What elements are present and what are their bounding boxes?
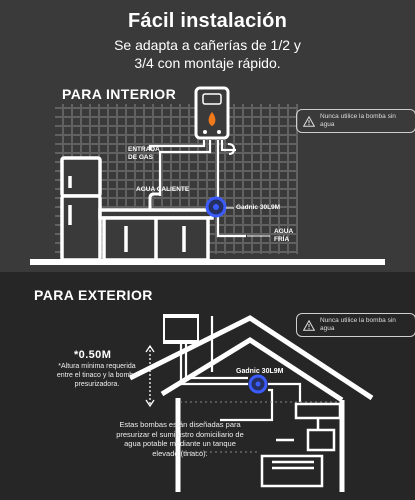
- exterior-warning-text: Nunca utilice la bomba sin agua: [320, 317, 396, 332]
- cold-water-label: AGUA FRÍA: [274, 228, 293, 243]
- warning-icon: [303, 320, 315, 331]
- interior-warning: [296, 109, 415, 133]
- gas-inlet-label: ENTRADA DE GAS: [128, 146, 160, 161]
- interior-section-label: PARA INTERIOR: [62, 86, 177, 102]
- exterior-section-label: PARA EXTERIOR: [34, 287, 153, 303]
- subtitle-line-1: Se adapta a cañerías de 1/2 y: [114, 37, 301, 53]
- height-value: *0.50M: [74, 349, 112, 361]
- fridge-icon: [62, 158, 100, 260]
- subtitle-line-2: 3/4 con montaje rápido.: [134, 55, 281, 71]
- exterior-pump-label: Gadnic 30L9M: [236, 368, 284, 375]
- warning-icon: [303, 116, 315, 127]
- pump-icon: [207, 198, 225, 216]
- interior-pump-label: Gadnic 30L9M: [236, 204, 281, 211]
- exterior-warning: [296, 313, 415, 337]
- hot-water-label: AGUA CALIENTE: [136, 186, 190, 193]
- exterior-description: Estas bombas están diseñadas para presurizar el suministro domiciliario de agua potable mediante un tanque elevado (tinaco).: [116, 420, 244, 458]
- height-note: *Altura mínima requerida entre el tinaco y la bomba presurizadora.: [56, 363, 138, 388]
- page-title: Fácil instalación: [127, 10, 287, 32]
- kitchen-counter-icon: [100, 210, 212, 260]
- interior-warning-text: Nunca utilice la bomba sin agua: [320, 113, 396, 128]
